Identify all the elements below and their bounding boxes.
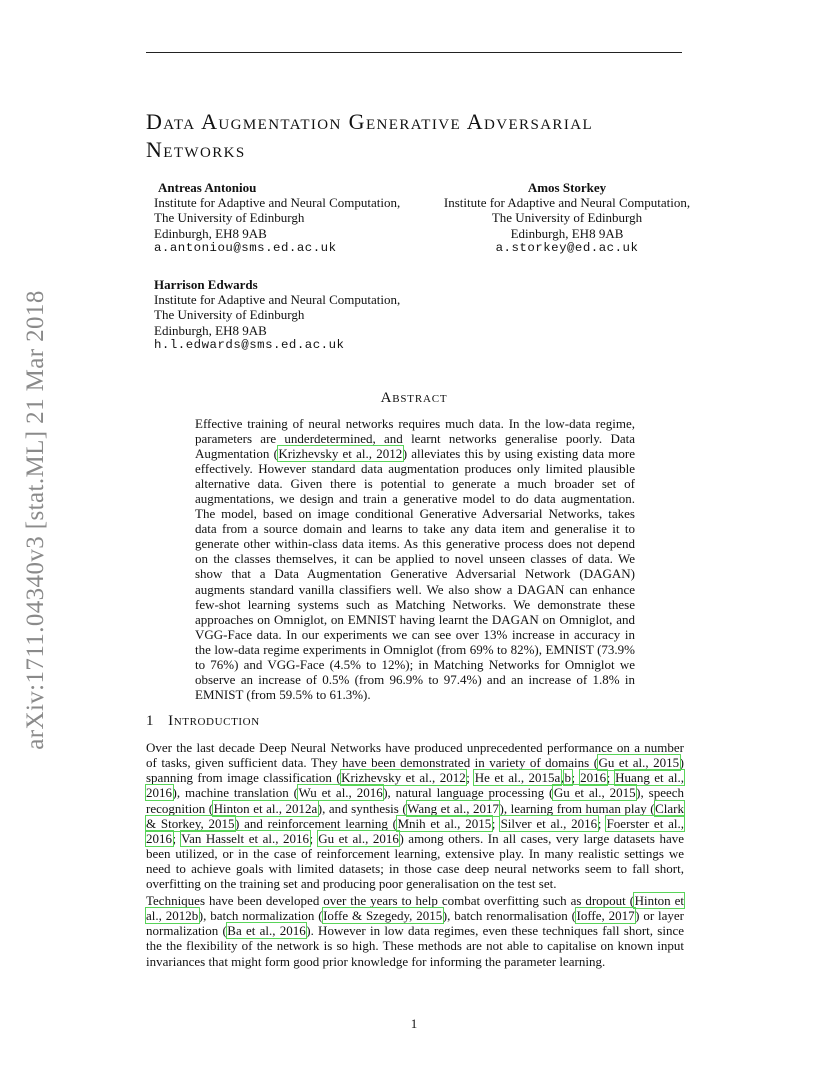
intro-paragraph-2 — [146, 893, 684, 969]
author-university: The University of Edinburgh — [491, 210, 643, 226]
author-address: Edinburgh, EH8 9AB — [154, 225, 267, 241]
citation-link[interactable]: Gu et al., 2015 — [598, 755, 680, 771]
citation-link[interactable]: Wu et al., 2016 — [298, 785, 383, 801]
abstract-text: ) alleviates this by using existing data more effectively. However standard data augmentation produces only limited plausible alternative data. Given there is potential to generate a much broader set of augmentations, we design and train a generative model to do data augmentation. The model, based on image conditional Generative Adversarial Networks, takes data from a source domain and learns to take any data item and generalise it to generate other within-class data items. As this generative process does not depend on the classes themselves, it can be applied to novel unseen classes of data. We show that a Data Augmentation Generative Adversarial Network (DAGAN) augments standard vanilla classifiers well. We also show a DAGAN can enhance few-shot learning systems such as Matching Networks. We demonstrate these approaches on Omniglot, on EMNIST having learnt the DAGAN on Omniglot, and VGG-Face data. In our experiments we can see over 13% increase in accuracy in the low-data regime experiments in Omniglot (from 69% to 82%), EMNIST (73.9% to 76%) and VGG-Face (4.5% to 12%); in Matching Networks for Omniglot we observe an increase of 0.5% (from 96.9% to 97.4%) and an increase of 1.8% in EMNIST (from 59.5% to 61.3%). — [195, 446, 635, 702]
author-email[interactable]: a.storkey@ed.ac.uk — [495, 240, 639, 255]
citation-link[interactable]: Ba et al., 2016 — [227, 923, 306, 939]
body-text: ) spanning from image classification ( — [146, 755, 684, 786]
author-address: Edinburgh, EH8 9AB — [510, 225, 624, 241]
paper-title — [146, 108, 686, 164]
citation-link[interactable]: Mnih et al., 2015 — [397, 815, 492, 831]
citation-link[interactable]: Hinton et al., 2012a — [213, 800, 318, 816]
body-text: , — [560, 770, 565, 786]
author-university: The University of Edinburgh — [154, 210, 305, 226]
body-text: ). However in low data regimes, even these techniques fall short, since the the flexibility of the network is so high. These methods are not able to capitalise on known input invariances that might form good prior knowledge for informing the parameter learning. — [146, 923, 684, 969]
body-text: ), learning from human play ( — [499, 800, 655, 816]
citation-link[interactable]: Huang et al., 2016 — [146, 770, 684, 801]
author-affiliation: Institute for Adaptive and Neural Computation, — [443, 195, 691, 211]
citation-link[interactable]: Wang et al., 2017 — [407, 800, 499, 816]
body-text: ; — [606, 770, 615, 786]
body-text: ; — [172, 830, 181, 846]
body-text: ), speech recognition ( — [146, 785, 684, 816]
body-text: ; — [597, 815, 607, 831]
author-email[interactable]: a.antoniou@sms.ed.ac.uk — [154, 240, 337, 255]
citation-link[interactable]: Silver et al., 2016 — [500, 815, 598, 831]
body-text: ; — [571, 770, 580, 786]
citation-link[interactable]: Ioffe & Szegedy, 2015 — [323, 908, 443, 924]
paper-title-line-1: Data Augmentation Generative Adversarial — [146, 109, 594, 134]
author-name: Amos Storkey — [527, 180, 607, 195]
body-text: ), and synthesis ( — [317, 800, 407, 816]
intro-paragraph-1 — [146, 740, 684, 892]
body-text: Over the last decade Deep Neural Networks have produced unprecedented performance on a number of tasks, given sufficient data. They have been demonstrated in variety of domains ( — [146, 740, 684, 771]
author-affiliation: Institute for Adaptive and Neural Computation, — [154, 292, 401, 308]
author-block-3 — [154, 277, 400, 353]
section-title: Introduction — [168, 713, 260, 729]
body-text: ) or layer normalization ( — [146, 908, 684, 939]
author-block-1 — [154, 180, 400, 256]
abstract-body — [195, 416, 635, 702]
citation-link[interactable]: b — [564, 770, 572, 786]
body-text: ), batch renormalisation ( — [442, 908, 576, 924]
author-affiliation: Institute for Adaptive and Neural Computation, — [154, 195, 401, 211]
citation-link[interactable]: Krizhevsky et al., 2012 — [341, 770, 466, 786]
body-text: ; — [309, 830, 318, 846]
author-university: The University of Edinburgh — [154, 307, 305, 323]
citation-link[interactable]: Clark & Storkey, 2015 — [146, 800, 684, 831]
body-text: ), machine translation ( — [172, 785, 298, 801]
author-address: Edinburgh, EH8 9AB — [154, 322, 267, 338]
top-rule — [146, 52, 682, 53]
citation-link[interactable]: Foerster et al., 2016 — [146, 815, 684, 846]
body-text: ; — [466, 770, 475, 786]
citation-link[interactable]: Gu et al., 2015 — [553, 785, 636, 801]
body-text: ) and reinforcement learning ( — [234, 815, 397, 831]
citation-link[interactable]: Hinton et al., 2012b — [146, 893, 684, 924]
citation-link[interactable]: 2016 — [580, 770, 607, 786]
citation-link[interactable]: He et al., 2015a — [474, 770, 561, 786]
arxiv-identifier: arXiv:1711.04340v3 [stat.ML] 21 Mar 2018 — [22, 290, 49, 750]
abstract-heading: Abstract — [380, 390, 448, 406]
abstract-text: Effective training of neural networks requires much data. In the low-data regime, parameters are underdetermined, and learnt networks generalise poorly. Data Augmentation ( — [195, 416, 635, 462]
body-text: ) among others. In all cases, very large datasets have been utilized, or in the case of reinforcement learning, extensive play. In many realistic settings we need to achieve goals with limited datasets; in those case deep neural networks seem to fall short, overfitting on the training set and producing poor generalisation on the test set. — [146, 830, 684, 892]
section-heading-introduction — [146, 713, 260, 730]
author-email[interactable]: h.l.edwards@sms.ed.ac.uk — [154, 337, 345, 352]
page-number: 1 — [410, 1016, 418, 1031]
section-number: 1 — [146, 713, 155, 729]
citation-link[interactable]: Krizhevsky et al., 2012 — [278, 446, 403, 462]
body-text: ), batch normalization ( — [198, 908, 323, 924]
body-text: ), natural language processing ( — [383, 785, 554, 801]
author-block-2 — [434, 180, 700, 256]
body-text: ; — [491, 815, 501, 831]
author-name: Antreas Antoniou — [158, 180, 257, 195]
author-name: Harrison Edwards — [154, 277, 258, 292]
paper-title-line-2: Networks — [146, 137, 246, 162]
body-text: Techniques have been developed over the years to help combat overfitting such as dropout ( — [146, 893, 635, 908]
citation-link[interactable]: Ioffe, 2017 — [576, 908, 635, 924]
citation-link[interactable]: Van Hasselt et al., 2016 — [181, 830, 310, 846]
citation-link[interactable]: Gu et al., 2016 — [318, 830, 399, 846]
